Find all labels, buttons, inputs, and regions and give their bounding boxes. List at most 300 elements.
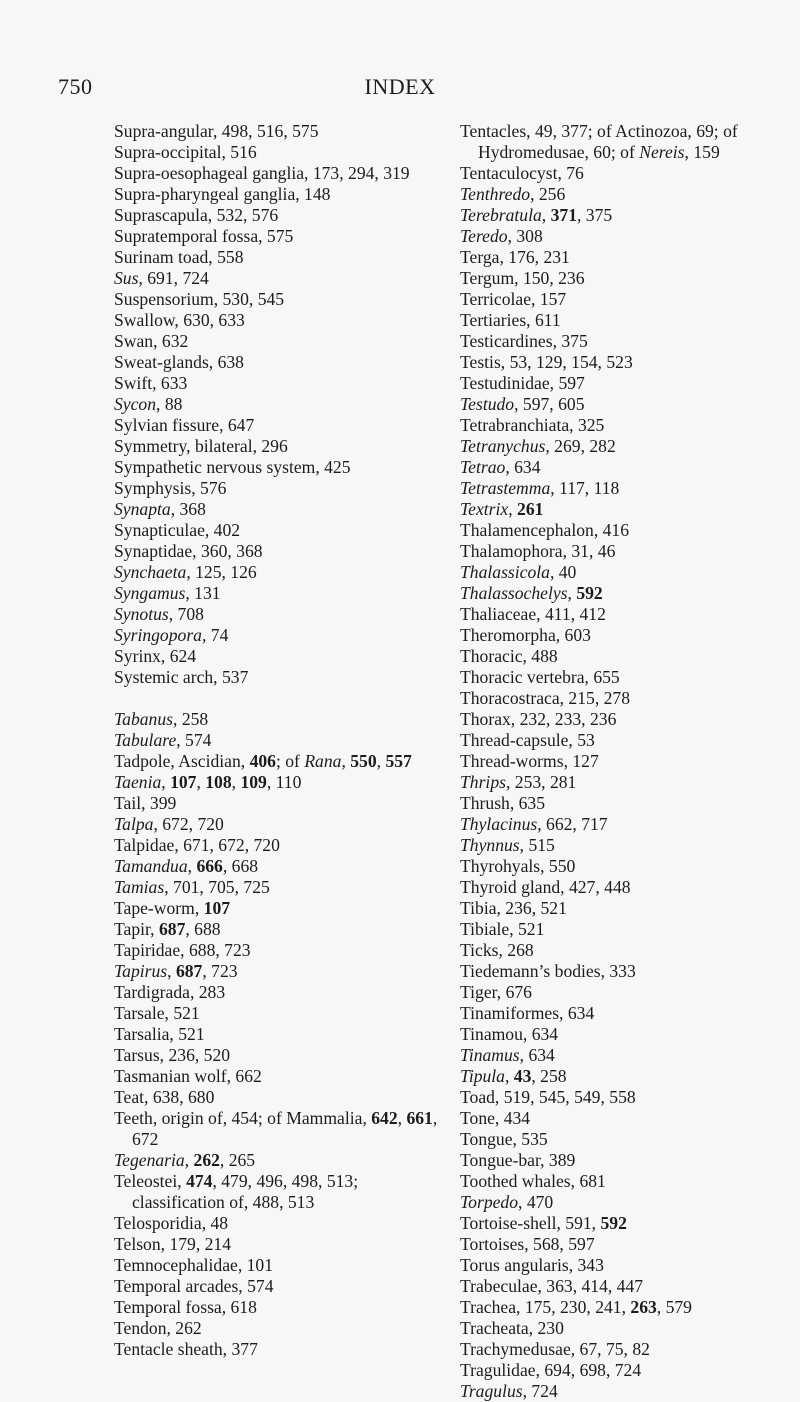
letter-section-gap <box>114 688 439 709</box>
index-entry-text: , 634 <box>505 457 541 477</box>
index-entry-text: 371 <box>550 205 577 225</box>
index-entry <box>114 730 439 751</box>
index-entry <box>114 751 439 772</box>
index-entry-text: Tenthredo <box>460 184 531 204</box>
index-entry-text: Tone, 434 <box>460 1108 531 1128</box>
index-entry <box>460 751 761 772</box>
index-entry-text: Tentacles, 49, 377; of Actinozoa, 69; of Hydromedusae, 60; of <box>460 121 738 162</box>
index-entry <box>114 562 439 583</box>
index-entry-text: Teredo <box>460 226 508 246</box>
index-entry-text: Tapirus <box>114 961 168 981</box>
index-entry-text: Supratemporal fossa, 575 <box>114 226 294 246</box>
index-entry-text: Tetrabranchiata, 325 <box>460 415 605 435</box>
index-entry <box>460 331 761 352</box>
index-entry <box>114 1003 439 1024</box>
index-entry <box>114 247 439 268</box>
index-entry <box>114 919 439 940</box>
index-entry-text: Tail, 399 <box>114 793 177 813</box>
index-entry <box>460 562 761 583</box>
page-number: 750 <box>58 74 93 99</box>
index-entry-text: , <box>184 1150 194 1170</box>
index-entry-text: Tamandua <box>114 856 188 876</box>
index-entry-text: Tabulare <box>114 730 177 750</box>
index-entry-text: Tongue, 535 <box>460 1129 548 1149</box>
index-entry <box>460 1024 761 1045</box>
index-entry <box>114 289 439 310</box>
index-entry-text: 107 <box>170 772 197 792</box>
index-entry-text: 642 <box>371 1108 398 1128</box>
index-entry-text: , <box>341 751 351 771</box>
index-entry <box>460 1171 761 1192</box>
index-entry <box>460 478 761 499</box>
index-entry-text: Thyroid gland, 427, 448 <box>460 877 631 897</box>
index-entry-text: Thyrohyals, 550 <box>460 856 576 876</box>
index-entry <box>460 457 761 478</box>
index-entry <box>114 478 439 499</box>
index-entry <box>114 667 439 688</box>
index-entry-text: 592 <box>600 1213 627 1233</box>
index-entry-text: Supra-occipital, 516 <box>114 142 257 162</box>
index-entry <box>460 1129 761 1150</box>
index-entry-text: , <box>376 751 386 771</box>
index-entry-text: Tibiale, 521 <box>460 919 545 939</box>
index-entry <box>460 688 761 709</box>
index-entry <box>460 310 761 331</box>
index-entry-text: , 125, 126 <box>186 562 257 582</box>
index-entry <box>460 268 761 289</box>
index-entry <box>460 1045 761 1066</box>
index-entry-text: Tamias <box>114 877 165 897</box>
index-entry <box>460 247 761 268</box>
index-entry-text: , 668 <box>222 856 259 876</box>
index-entry-text: , 597, 605 <box>514 394 585 414</box>
index-entry-text: Tibia, 236, 521 <box>460 898 567 918</box>
index-entry <box>114 646 439 667</box>
index-entry-text: 406 <box>249 751 276 771</box>
index-entry-text: Temporal fossa, 618 <box>114 1297 257 1317</box>
index-entry-text: Syrinx, 624 <box>114 646 197 666</box>
index-entry-text: 557 <box>385 751 412 771</box>
index-entry <box>114 961 439 982</box>
index-entry-text: Sylvian fissure, 647 <box>114 415 255 435</box>
index-entry-text: Theromorpha, 603 <box>460 625 591 645</box>
index-entry <box>460 1213 761 1234</box>
index-entry-text: Tongue-bar, 389 <box>460 1150 576 1170</box>
index-entry-text: , 258 <box>173 709 209 729</box>
index-entry <box>114 1276 439 1297</box>
index-entry <box>460 436 761 457</box>
index-entry-text: , 672, 720 <box>153 814 224 834</box>
index-entry-text: , <box>161 772 171 792</box>
index-entry-text: Sweat-glands, 638 <box>114 352 244 372</box>
index-entry <box>114 121 439 142</box>
index-entry-text: Terebratula <box>460 205 542 225</box>
index-entry <box>460 772 761 793</box>
index-entry-text: , 634 <box>519 1045 555 1065</box>
index-entry-text: Trachymedusae, 67, 75, 82 <box>460 1339 650 1359</box>
index-entry-text: Synapticulae, 402 <box>114 520 241 540</box>
index-entry <box>114 310 439 331</box>
index-entry-text: Thorax, 232, 233, 236 <box>460 709 617 729</box>
index-entry-text: Synapta <box>114 499 171 519</box>
index-entry <box>114 268 439 289</box>
index-entry-text: Rana <box>304 751 342 771</box>
index-entry-text: Temnocephalidae, 101 <box>114 1255 274 1275</box>
index-entry-text: , <box>504 1066 514 1086</box>
index-entry-text: Thrips <box>460 772 506 792</box>
index-entry-text: Tortoise-shell, 591, <box>460 1213 601 1233</box>
index-entry <box>114 1087 439 1108</box>
index-entry-text: Syngamus <box>114 583 186 603</box>
index-entry-text: , 256 <box>530 184 566 204</box>
index-entry <box>460 352 761 373</box>
index-entry-text: Teleostei, <box>114 1171 187 1191</box>
index-entry <box>114 226 439 247</box>
index-entry-text: Supra-angular, 498, 516, 575 <box>114 121 319 141</box>
index-entry-text: Tertiaries, 611 <box>460 310 561 330</box>
index-entry <box>114 940 439 961</box>
index-entry-text: Tarsalia, 521 <box>114 1024 205 1044</box>
index-entry <box>114 1150 439 1171</box>
index-entry-text: Thalassicola <box>460 562 550 582</box>
index-entry <box>460 1003 761 1024</box>
index-entry-text: , 88 <box>156 394 183 414</box>
index-entry-text: Thread-worms, 127 <box>460 751 599 771</box>
index-entry-text: Swift, 633 <box>114 373 188 393</box>
index-entry <box>460 1066 761 1087</box>
index-entry-text: Tardigrada, 283 <box>114 982 226 1002</box>
index-entry <box>114 373 439 394</box>
index-entry <box>460 940 761 961</box>
index-entry <box>114 1066 439 1087</box>
index-entry-text: Tarsus, 236, 520 <box>114 1045 231 1065</box>
index-entry-text: 474 <box>186 1171 213 1191</box>
index-entry-text: Thread-capsule, 53 <box>460 730 595 750</box>
index-entry <box>114 1108 439 1150</box>
index-entry <box>114 1339 439 1360</box>
index-entry-text: Tapiridae, 688, 723 <box>114 940 251 960</box>
index-entry <box>114 142 439 163</box>
index-entry <box>460 415 761 436</box>
index-entry-text: Thylacinus <box>460 814 538 834</box>
index-entry-text: Trachea, 175, 230, 241, <box>460 1297 631 1317</box>
index-entry-text: Tragulidae, 694, 698, 724 <box>460 1360 642 1380</box>
index-entry-text: Thoracostraca, 215, 278 <box>460 688 631 708</box>
index-entry-text: , 723 <box>202 961 238 981</box>
index-entry-text: 108 <box>205 772 232 792</box>
index-entry-text: , 470 <box>518 1192 554 1212</box>
index-entry <box>460 394 761 415</box>
index-entry-text: Tinamus <box>460 1045 520 1065</box>
index-entry <box>114 1171 439 1213</box>
index-entry-text: Tergum, 150, 236 <box>460 268 585 288</box>
index-entry-text: Thalamophora, 31, 46 <box>460 541 616 561</box>
index-entry-text: Textrix <box>460 499 509 519</box>
index-entry-text: , 308 <box>507 226 543 246</box>
index-entry-text: Trabeculae, 363, 414, 447 <box>460 1276 644 1296</box>
index-entry-text: , 479, 496, 498, 513; classification of, 488, 513 <box>132 1171 359 1212</box>
index-entry-text: 109 <box>240 772 267 792</box>
index-entry-text: , 515 <box>519 835 555 855</box>
index-entry <box>114 877 439 898</box>
index-entry <box>460 1381 761 1402</box>
index-entry-text: Tortoises, 568, 597 <box>460 1234 595 1254</box>
index-entry-text: Suspensorium, 530, 545 <box>114 289 285 309</box>
index-entry-text: Syringopora <box>114 625 202 645</box>
index-entry-text: Swan, 632 <box>114 331 189 351</box>
index-entry <box>460 1297 761 1318</box>
index-entry <box>114 982 439 1003</box>
index-entry-text: Thalassochelys <box>460 583 568 603</box>
index-entry-text: Tape-worm, <box>114 898 204 918</box>
index-entry-text: Tegenaria <box>114 1150 185 1170</box>
index-entry <box>114 1024 439 1045</box>
index-entry-text: , <box>187 856 197 876</box>
index-entry-text: Sympathetic nervous system, 425 <box>114 457 351 477</box>
index-entry <box>460 520 761 541</box>
index-entry <box>114 1045 439 1066</box>
index-entry-text: Tabanus <box>114 709 174 729</box>
index-entry-text: , 117, 118 <box>550 478 620 498</box>
index-entry-text: Teat, 638, 680 <box>114 1087 215 1107</box>
index-entry <box>460 961 761 982</box>
index-entry <box>460 709 761 730</box>
index-entry-text: Temporal arcades, 574 <box>114 1276 274 1296</box>
index-entry <box>114 709 439 730</box>
index-entry <box>114 604 439 625</box>
index-entry <box>460 625 761 646</box>
index-entry-text: Torpedo <box>460 1192 519 1212</box>
index-entry-text: , 258 <box>531 1066 567 1086</box>
index-entry-text: Ticks, 268 <box>460 940 534 960</box>
index-entry-text: Symmetry, bilateral, 296 <box>114 436 288 456</box>
index-entry-text: 43 <box>513 1066 532 1086</box>
index-entry <box>114 898 439 919</box>
index-entry-text: Taenia <box>114 772 162 792</box>
index-entry-text: Talpidae, 671, 672, 720 <box>114 835 280 855</box>
index-entry-text: Sycon <box>114 394 157 414</box>
index-entry-text: Tragulus <box>460 1381 523 1401</box>
index-entry-text: Swallow, 630, 633 <box>114 310 245 330</box>
index-entry-text: Terga, 176, 231 <box>460 247 570 267</box>
index-entry-text: , 708 <box>168 604 204 624</box>
index-entry-text: Thalamencephalon, 416 <box>460 520 630 540</box>
index-entry <box>114 793 439 814</box>
index-entry-text: Supra-oesophageal ganglia, 173, 294, 319 <box>114 163 410 183</box>
index-entry <box>114 856 439 877</box>
index-entry-text: , 131 <box>185 583 221 603</box>
index-entry-text: , <box>231 772 241 792</box>
index-entry <box>114 436 439 457</box>
index-column-right <box>460 121 761 1402</box>
index-entry-text: Tetrao <box>460 457 506 477</box>
index-entry-text: Synchaeta <box>114 562 187 582</box>
index-entry <box>460 604 761 625</box>
index-entry <box>460 1318 761 1339</box>
index-entry-text: 661 <box>406 1108 433 1128</box>
index-entry <box>460 793 761 814</box>
index-entry <box>460 541 761 562</box>
index-entry-text: Tetrastemma <box>460 478 551 498</box>
index-entry <box>460 1255 761 1276</box>
index-entry-text: , 672 <box>132 1108 438 1149</box>
index-entry-text: Talpa <box>114 814 154 834</box>
index-entry <box>114 520 439 541</box>
index-entry <box>460 646 761 667</box>
index-entry-text: 687 <box>175 961 203 981</box>
index-entry-text: Tendon, 262 <box>114 1318 202 1338</box>
index-entry-text: Tadpole, Ascidian, <box>114 751 250 771</box>
index-entry <box>114 814 439 835</box>
index-entry-text: , <box>567 583 577 603</box>
index-entry-text: , 253, 281 <box>505 772 577 792</box>
index-entry <box>114 1318 439 1339</box>
index-entry-text: 261 <box>517 499 544 519</box>
index-entry-text: Tiedemann’s bodies, 333 <box>460 961 636 981</box>
index-entry-text: ; of <box>275 751 305 771</box>
index-entry-text: Tinamou, 634 <box>460 1024 559 1044</box>
index-entry-text: 666 <box>196 856 223 876</box>
index-entry-text: , 724 <box>522 1381 558 1401</box>
index-entry <box>114 331 439 352</box>
index-entry-text: Thaliaceae, 411, 412 <box>460 604 606 624</box>
index-entry <box>460 1108 761 1129</box>
index-entry-text: Surinam toad, 558 <box>114 247 244 267</box>
index-entry-text: Tentacle sheath, 377 <box>114 1339 258 1359</box>
index-entry <box>460 1192 761 1213</box>
index-entry-text: Terricolae, 157 <box>460 289 567 309</box>
index-entry-text: Symphysis, 576 <box>114 478 227 498</box>
page-header <box>0 74 800 104</box>
index-entry-text: , 574 <box>176 730 212 750</box>
index-entry-text: Sus <box>114 268 139 288</box>
index-entry-text: Toad, 519, 545, 549, 558 <box>460 1087 636 1107</box>
index-entry-text: , <box>196 772 206 792</box>
index-entry <box>460 877 761 898</box>
index-entry <box>460 226 761 247</box>
index-entry-text: Thoracic vertebra, 655 <box>460 667 620 687</box>
index-entry-text: Synaptidae, 360, 368 <box>114 541 263 561</box>
index-entry-text: , <box>397 1108 407 1128</box>
page-title: INDEX <box>364 74 436 99</box>
index-entry <box>114 1297 439 1318</box>
index-entry-text: Tapir, <box>114 919 159 939</box>
index-entry-text: Systemic arch, 537 <box>114 667 249 687</box>
index-entry-text: Thrush, 635 <box>460 793 546 813</box>
index-entry <box>460 814 761 835</box>
index-entry <box>114 625 439 646</box>
index-entry-text: Testudo <box>460 394 515 414</box>
index-entry-text: Teeth, origin of, 454; of Mammalia, <box>114 1108 372 1128</box>
index-entry-text: 107 <box>203 898 231 918</box>
index-entry <box>460 1234 761 1255</box>
index-entry <box>460 730 761 751</box>
index-entry <box>460 919 761 940</box>
index-entry <box>114 835 439 856</box>
index-entry-text: Tiger, 676 <box>460 982 532 1002</box>
index-entry-text: 687 <box>158 919 186 939</box>
index-entry-text: Suprascapula, 532, 576 <box>114 205 279 225</box>
index-entry <box>460 667 761 688</box>
index-entry <box>114 394 439 415</box>
index-entry <box>114 163 439 184</box>
index-entry-text: Telson, 179, 214 <box>114 1234 232 1254</box>
index-entry <box>460 1360 761 1381</box>
index-entry <box>114 205 439 226</box>
index-entry-text: Synotus <box>114 604 169 624</box>
index-entry <box>460 1150 761 1171</box>
index-entry-text: , 265 <box>219 1150 256 1170</box>
index-entry <box>114 184 439 205</box>
index-entry <box>460 1339 761 1360</box>
index-entry-text: Tetranychus <box>460 436 546 456</box>
index-entry-text: Thynnus <box>460 835 520 855</box>
index-entry-text: , 159 <box>684 142 720 162</box>
index-entry-text: Tentaculocyst, 76 <box>460 163 584 183</box>
index-entry <box>114 1255 439 1276</box>
index-entry <box>460 898 761 919</box>
index-entry-text: , 662, 717 <box>537 814 608 834</box>
index-entry-text: Supra-pharyngeal ganglia, 148 <box>114 184 331 204</box>
index-entry-text: , 40 <box>549 562 577 582</box>
index-entry <box>460 1087 761 1108</box>
index-entry-text: Tipula <box>460 1066 505 1086</box>
index-entry <box>460 856 761 877</box>
index-entry-text: 262 <box>193 1150 220 1170</box>
index-entry <box>460 205 761 226</box>
index-entry <box>114 772 439 793</box>
index-entry <box>460 835 761 856</box>
index-entry-text: , <box>541 205 551 225</box>
index-entry-text: Toothed whales, 681 <box>460 1171 606 1191</box>
index-entry <box>460 499 761 520</box>
index-entry-text: , 74 <box>201 625 229 645</box>
index-entry-text: Testicardines, 375 <box>460 331 588 351</box>
index-entry <box>114 352 439 373</box>
index-entry <box>114 499 439 520</box>
index-entry <box>114 1234 439 1255</box>
index-entry <box>114 457 439 478</box>
index-entry-text: Nereis <box>639 142 685 162</box>
index-entry-text: , <box>508 499 518 519</box>
index-entry-text: Torus angularis, 343 <box>460 1255 604 1275</box>
index-entry-text: , 688 <box>185 919 221 939</box>
index-entry-text: Telosporidia, 48 <box>114 1213 229 1233</box>
index-entry <box>460 121 761 163</box>
index-entry-text: Testis, 53, 129, 154, 523 <box>460 352 633 372</box>
index-entry <box>114 415 439 436</box>
index-entry-text: 550 <box>350 751 377 771</box>
index-entry <box>460 184 761 205</box>
index-entry-text: , 579 <box>656 1297 692 1317</box>
index-entry-text: , 368 <box>170 499 206 519</box>
index-entry <box>114 583 439 604</box>
index-entry-text: , 375 <box>576 205 613 225</box>
index-entry-text: , 269, 282 <box>545 436 616 456</box>
index-entry-text: Tinamiformes, 634 <box>460 1003 595 1023</box>
index-entry-text: , 691, 724 <box>138 268 209 288</box>
index-entry-text: Testudinidae, 597 <box>460 373 585 393</box>
index-entry <box>460 583 761 604</box>
index-entry-text: Tarsale, 521 <box>114 1003 200 1023</box>
index-entry-text: Thoracic, 488 <box>460 646 558 666</box>
index-entry-text: , 701, 705, 725 <box>164 877 270 897</box>
index-entry <box>460 289 761 310</box>
index-entry-text: , 110 <box>266 772 302 792</box>
index-entry <box>114 1213 439 1234</box>
index-entry-text: 592 <box>576 583 603 603</box>
index-entry-text: , <box>167 961 176 981</box>
